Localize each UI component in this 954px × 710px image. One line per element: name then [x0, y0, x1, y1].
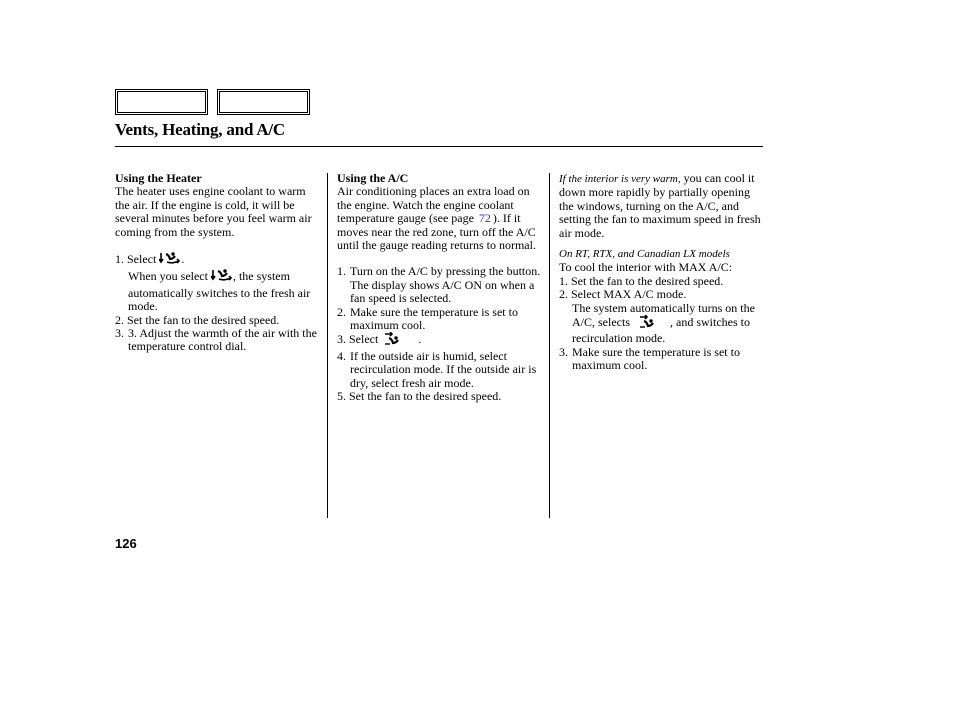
dash-vent-mode-icon [384, 332, 406, 349]
max-ac-step-2: 2. Select MAX A/C mode. [559, 287, 687, 302]
max-ac-intro: To cool the interior with MAX A/C: [559, 260, 733, 275]
nav-tab-next[interactable] [217, 89, 310, 115]
heater-heading: Using the Heater [115, 171, 202, 185]
warm-interior-tip: If the interior is very warm, you can cool it down more rapidly by partially opening the windows, turning on the A/C, and setting the fan to maximum speed in fresh air mode. [559, 171, 761, 240]
column-divider [549, 173, 550, 518]
max-ac-step-1: 1. Set the fan to the desired speed. [559, 273, 724, 288]
ac-step-2: 2. Make sure the temperature is set to maximum cool. [337, 304, 518, 333]
title-divider [115, 146, 763, 147]
floor-vent-mode-icon [211, 269, 233, 286]
nav-tab-previous[interactable] [115, 89, 208, 115]
floor-vent-mode-icon [159, 252, 181, 269]
ac-step-1: 1. Turn on the A/C by pressing the button. The display shows A/C ON on when a fan speed is selected. [337, 264, 541, 306]
max-ac-step-2-note: The system automatically turns on the A/C, selects , and switches to recirculation mode. [572, 300, 755, 346]
heater-column [115, 172, 320, 354]
ac-step-3: 3. Select . [337, 332, 543, 349]
page-ref-link[interactable]: 72 [478, 211, 491, 226]
heater-intro: The heater uses engine coolant to warm the air. If the engine is cold, it will be several minutes before you feel warm air coming from the system. [115, 184, 312, 239]
heater-step-3: 3. 3. Adjust the warmth of the air with the temperature control dial. [115, 326, 317, 354]
dash-vent-mode-icon [639, 315, 661, 332]
ac-step-4: 4. If the outside air is humid, select recirculation mode. If the outside air is dry, select fresh air mode. [337, 348, 537, 390]
heater-step-1: 1. Select . [115, 252, 320, 269]
max-ac-step-3: 3. Make sure the temperature is set to maximum cool. [559, 344, 740, 373]
ac-heading: Using the A/C [337, 171, 409, 185]
models-note: On RT, RTX, and Canadian LX models [559, 248, 730, 261]
ac-column [337, 172, 543, 404]
heater-step-2: 2. Set the fan to the desired speed. [115, 312, 280, 327]
page-number: 126 [115, 536, 137, 551]
ac-step-5: 5. Set the fan to the desired speed. [337, 389, 502, 404]
ac-intro: Air conditioning places an extra load on the engine. Watch the engine coolant temperature gauge (see page 72 ). If it moves near the red zone, turn off the A/C until the gauge reading returns to normal. [337, 184, 536, 253]
page-title: Vents, Heating, and A/C [115, 120, 285, 139]
heater-step-1-note: When you select , the system automatically switches to the fresh air mode. [128, 269, 311, 314]
max-ac-column [559, 172, 764, 373]
column-divider [327, 173, 328, 518]
